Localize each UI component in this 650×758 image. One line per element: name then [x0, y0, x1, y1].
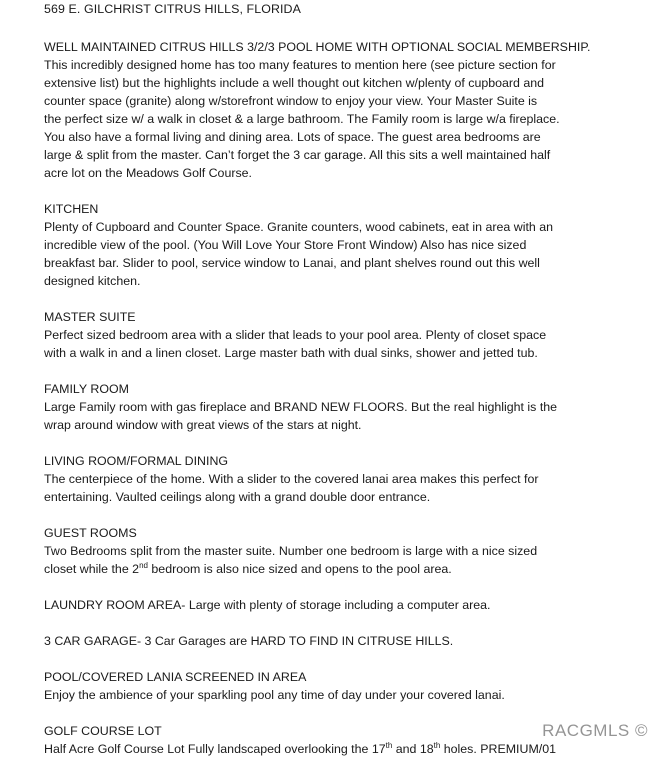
- living-room-section: [44, 452, 644, 506]
- mls-watermark: RACGMLS ©: [542, 721, 648, 740]
- laundry-text: LAUNDRY ROOM AREA- Large with plenty of storage including a computer area.: [44, 598, 491, 612]
- ordinal-suffix: th: [433, 740, 441, 750]
- listing-document: [44, 0, 644, 758]
- ordinal-suffix: nd: [139, 560, 148, 570]
- golf-text: holes. PREMIUM/01: [440, 742, 556, 756]
- living-room-heading: LIVING ROOM/FORMAL DINING: [44, 454, 229, 468]
- family-room-heading: FAMILY ROOM: [44, 382, 129, 396]
- kitchen-line: designed kitchen.: [44, 274, 141, 288]
- intro-line: extensive list) but the highlights include a well thought out kitchen w/plenty of cupboard and: [44, 76, 545, 90]
- intro-line: acre lot on the Meadows Golf Course.: [44, 166, 252, 180]
- golf-line: [44, 740, 644, 758]
- pool-section: [44, 668, 644, 704]
- family-room-line: Large Family room with gas fireplace and BRAND NEW FLOORS. But the real highlight is the: [44, 400, 558, 414]
- golf-text: Half Acre Golf Course Lot Fully landscaped overlooking the 17: [44, 742, 386, 756]
- laundry-section: [44, 596, 644, 614]
- intro-line: This incredibly designed home has too many features to mention here (see picture section for: [44, 58, 556, 72]
- living-room-line: entertaining. Vaulted ceilings along with a grand double door entrance.: [44, 490, 431, 504]
- guest-rooms-section: [44, 524, 644, 578]
- intro-line: You also have a formal living and dining area. Lots of space. The guest area bedrooms are: [44, 130, 541, 144]
- living-room-line: The centerpiece of the home. With a slider to the covered lanai area makes this perfect for: [44, 472, 539, 486]
- intro-line: large & split from the master. Can’t forget the 3 car garage. All this sits a well maintained half: [44, 148, 551, 162]
- ordinal-suffix: th: [385, 740, 393, 750]
- guest-rooms-line: Two Bedrooms split from the master suite. Number one bedroom is large with a nice sized: [44, 544, 538, 558]
- property-address: 569 E. GILCHRIST CITRUS HILLS, FLORIDA: [44, 2, 301, 16]
- garage-text: 3 CAR GARAGE- 3 Car Garages are HARD TO FIND IN CITRUSE HILLS.: [44, 634, 454, 648]
- golf-text: and 18: [392, 742, 434, 756]
- kitchen-line: incredible view of the pool. (You Will Love Your Store Front Window) Also has nice sized: [44, 238, 527, 252]
- intro-heading: WELL MAINTAINED CITRUS HILLS 3/2/3 POOL HOME WITH OPTIONAL SOCIAL MEMBERSHIP.: [44, 40, 591, 54]
- family-room-line: wrap around window with great views of the stars at night.: [44, 418, 362, 432]
- master-suite-line: Perfect sized bedroom area with a slider that leads to your pool area. Plenty of closet space: [44, 328, 547, 342]
- kitchen-section: [44, 200, 644, 290]
- pool-line: Enjoy the ambience of your sparkling pool any time of day under your covered lanai.: [44, 688, 505, 702]
- intro-section: [44, 38, 644, 182]
- master-suite-line: with a walk in and a linen closet. Large master bath with dual sinks, shower and jetted tub.: [44, 346, 538, 360]
- kitchen-line: Plenty of Cupboard and Counter Space. Granite counters, wood cabinets, eat in area with an: [44, 220, 554, 234]
- guest-rooms-heading: GUEST ROOMS: [44, 526, 137, 540]
- pool-heading: POOL/COVERED LANIA SCREENED IN AREA: [44, 670, 307, 684]
- guest-rooms-text: closet while the 2: [44, 562, 140, 576]
- guest-rooms-line: [44, 560, 644, 578]
- master-suite-section: [44, 308, 644, 362]
- kitchen-line: breakfast bar. Slider to pool, service window to Lanai, and plant shelves round out this well: [44, 256, 540, 270]
- family-room-section: [44, 380, 644, 434]
- golf-heading: GOLF COURSE LOT: [44, 724, 162, 738]
- kitchen-heading: KITCHEN: [44, 202, 99, 216]
- intro-line: the perfect size w/ a walk in closet & a large bathroom. The Family room is large w/a fireplace.: [44, 112, 560, 126]
- intro-line: counter space (granite) along w/storefront window to enjoy your view. Your Master Suite is: [44, 94, 538, 108]
- guest-rooms-text: bedroom is also nice sized and opens to the pool area.: [147, 562, 452, 576]
- master-suite-heading: MASTER SUITE: [44, 310, 136, 324]
- garage-section: [44, 632, 644, 650]
